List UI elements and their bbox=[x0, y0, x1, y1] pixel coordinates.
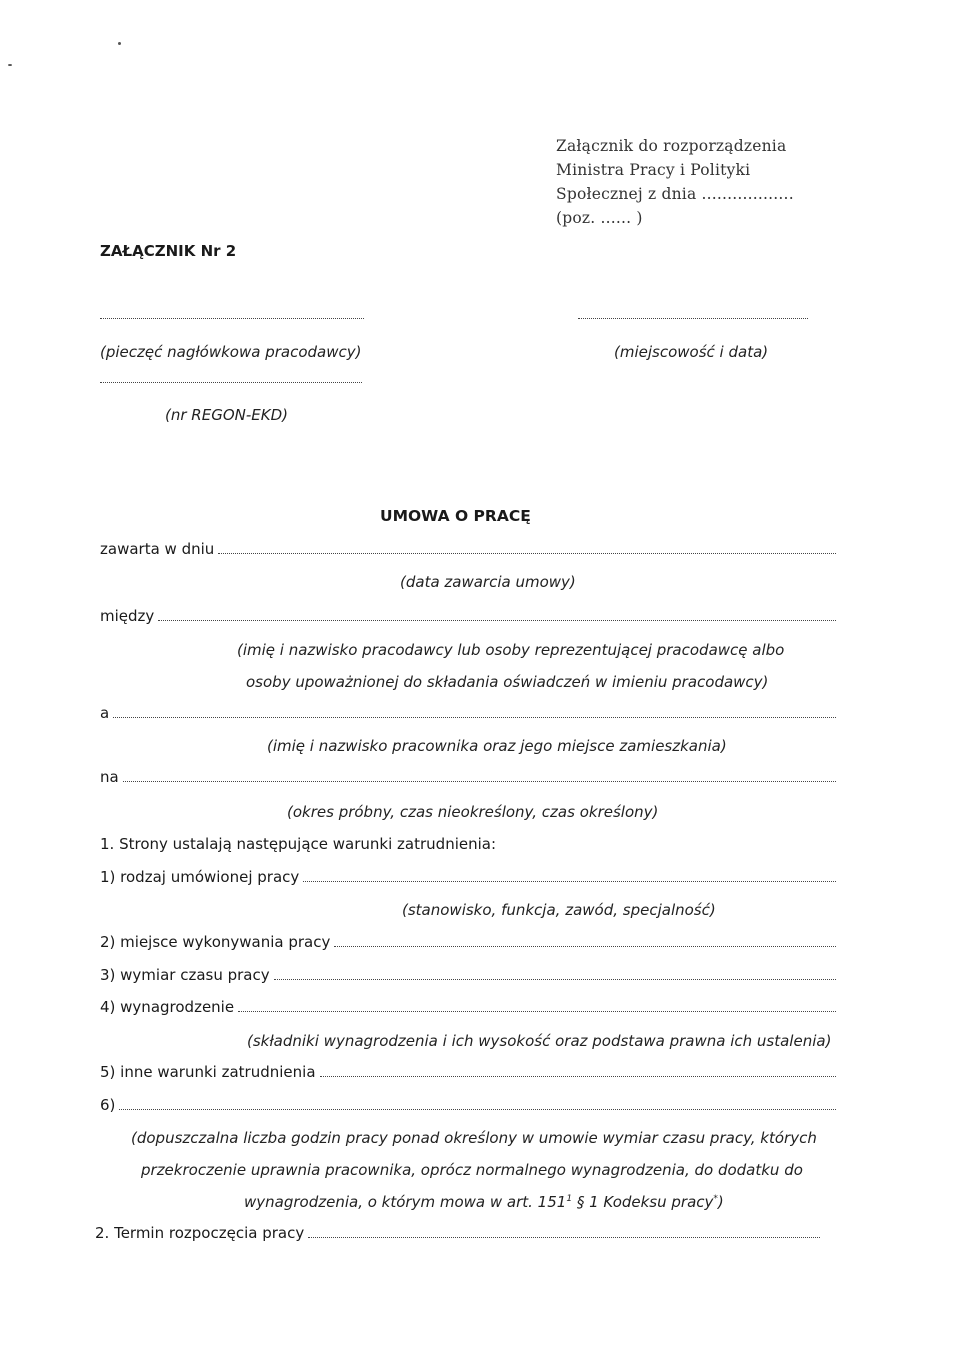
footnote-asterisk: * bbox=[713, 1194, 718, 1204]
salary-field[interactable] bbox=[238, 998, 836, 1012]
employee-row bbox=[100, 704, 836, 722]
header-line-2: Ministra Pracy i Polityki bbox=[556, 161, 751, 179]
section2-heading: 2. Termin rozpoczęcia pracy bbox=[95, 1224, 305, 1242]
for-label: na bbox=[100, 768, 119, 786]
employee-name-field[interactable] bbox=[113, 704, 836, 718]
header-line-1: Załącznik do rozporządzenia bbox=[556, 137, 787, 155]
scan-speck bbox=[118, 42, 121, 45]
working-time-field[interactable] bbox=[274, 966, 836, 980]
item-row-6 bbox=[100, 1096, 836, 1114]
scan-speck bbox=[8, 64, 12, 66]
regon-caption: (nr REGON-EKD) bbox=[165, 406, 288, 424]
concluded-date-row bbox=[100, 540, 836, 558]
section1-heading: 1. Strony ustalają następujące warunki zatrudnienia: bbox=[100, 835, 497, 853]
item-label-other-conditions: 5) inne warunki zatrudnienia bbox=[100, 1063, 316, 1081]
header-line-4: (poz. ...... ) bbox=[556, 209, 643, 227]
article-superscript: 1 bbox=[566, 1194, 573, 1204]
item-row-4 bbox=[100, 998, 836, 1016]
overtime-caption-3-code: § 1 Kodeksu pracy bbox=[572, 1193, 714, 1211]
overtime-caption-3 bbox=[244, 1193, 724, 1211]
between-caption-1: (imię i nazwisko pracodawcy lub osoby reprezentującej pracodawcę albo bbox=[237, 641, 785, 659]
concluded-date-field[interactable] bbox=[218, 540, 836, 554]
overtime-caption-3-end: ) bbox=[717, 1193, 724, 1211]
item-label-workplace: 2) miejsce wykonywania pracy bbox=[100, 933, 331, 951]
start-date-row bbox=[95, 1224, 820, 1242]
item-row-5 bbox=[100, 1063, 836, 1081]
and-caption: (imię i nazwisko pracownika oraz jego miejsce zamieszkania) bbox=[267, 737, 727, 755]
workplace-field[interactable] bbox=[334, 933, 836, 947]
work-type-caption: (stanowisko, funkcja, zawód, specjalność) bbox=[402, 901, 716, 919]
item-row-3 bbox=[100, 966, 836, 984]
start-date-field[interactable] bbox=[308, 1224, 820, 1238]
item-label-overtime: 6) bbox=[100, 1096, 116, 1114]
between-row bbox=[100, 607, 836, 625]
overtime-caption-2: przekroczenie uprawnia pracownika, oprócz normalnego wynagrodzenia, do dodatku do bbox=[141, 1161, 803, 1179]
other-conditions-field[interactable] bbox=[320, 1063, 836, 1077]
overtime-field[interactable] bbox=[119, 1096, 836, 1110]
item-label-salary: 4) wynagrodzenie bbox=[100, 998, 235, 1016]
header-line-3: Społecznej z dnia .................. bbox=[556, 185, 794, 203]
item-label-working-time: 3) wymiar czasu pracy bbox=[100, 966, 270, 984]
between-caption-2: osoby upoważnionej do składania oświadczeń w imieniu pracodawcy) bbox=[246, 673, 769, 691]
employer-name-field[interactable] bbox=[158, 607, 836, 621]
regon-field[interactable] bbox=[100, 382, 362, 383]
contract-period-field[interactable] bbox=[123, 768, 836, 782]
concluded-label: zawarta w dniu bbox=[100, 540, 215, 558]
employer-stamp-caption: (pieczęć nagłówkowa pracodawcy) bbox=[100, 343, 362, 361]
salary-caption: (składniki wynagrodzenia i ich wysokość oraz podstawa prawna ich ustalenia) bbox=[247, 1032, 832, 1050]
employer-stamp-field[interactable] bbox=[100, 318, 364, 319]
period-row bbox=[100, 768, 836, 786]
overtime-caption-1: (dopuszczalna liczba godzin pracy ponad określony w umowie wymiar czasu pracy, których bbox=[131, 1129, 817, 1147]
place-date-field[interactable] bbox=[578, 318, 808, 319]
item-label-work-type: 1) rodzaj umówionej pracy bbox=[100, 868, 300, 886]
item-row-2 bbox=[100, 933, 836, 951]
concluded-caption: (data zawarcia umowy) bbox=[400, 573, 576, 591]
attachment-title: ZAŁĄCZNIK Nr 2 bbox=[100, 242, 237, 260]
contract-title: UMOWA O PRACĘ bbox=[380, 507, 531, 525]
and-label: a bbox=[100, 704, 110, 722]
regulation-header-note bbox=[556, 134, 794, 230]
between-label: między bbox=[100, 607, 155, 625]
place-date-caption: (miejscowość i data) bbox=[614, 343, 769, 361]
overtime-caption-3-text: wynagrodzenia, o którym mowa w art. 151 bbox=[244, 1193, 567, 1211]
for-caption: (okres próbny, czas nieokreślony, czas określony) bbox=[287, 803, 659, 821]
work-type-field[interactable] bbox=[303, 868, 836, 882]
item-row-1 bbox=[100, 868, 836, 886]
